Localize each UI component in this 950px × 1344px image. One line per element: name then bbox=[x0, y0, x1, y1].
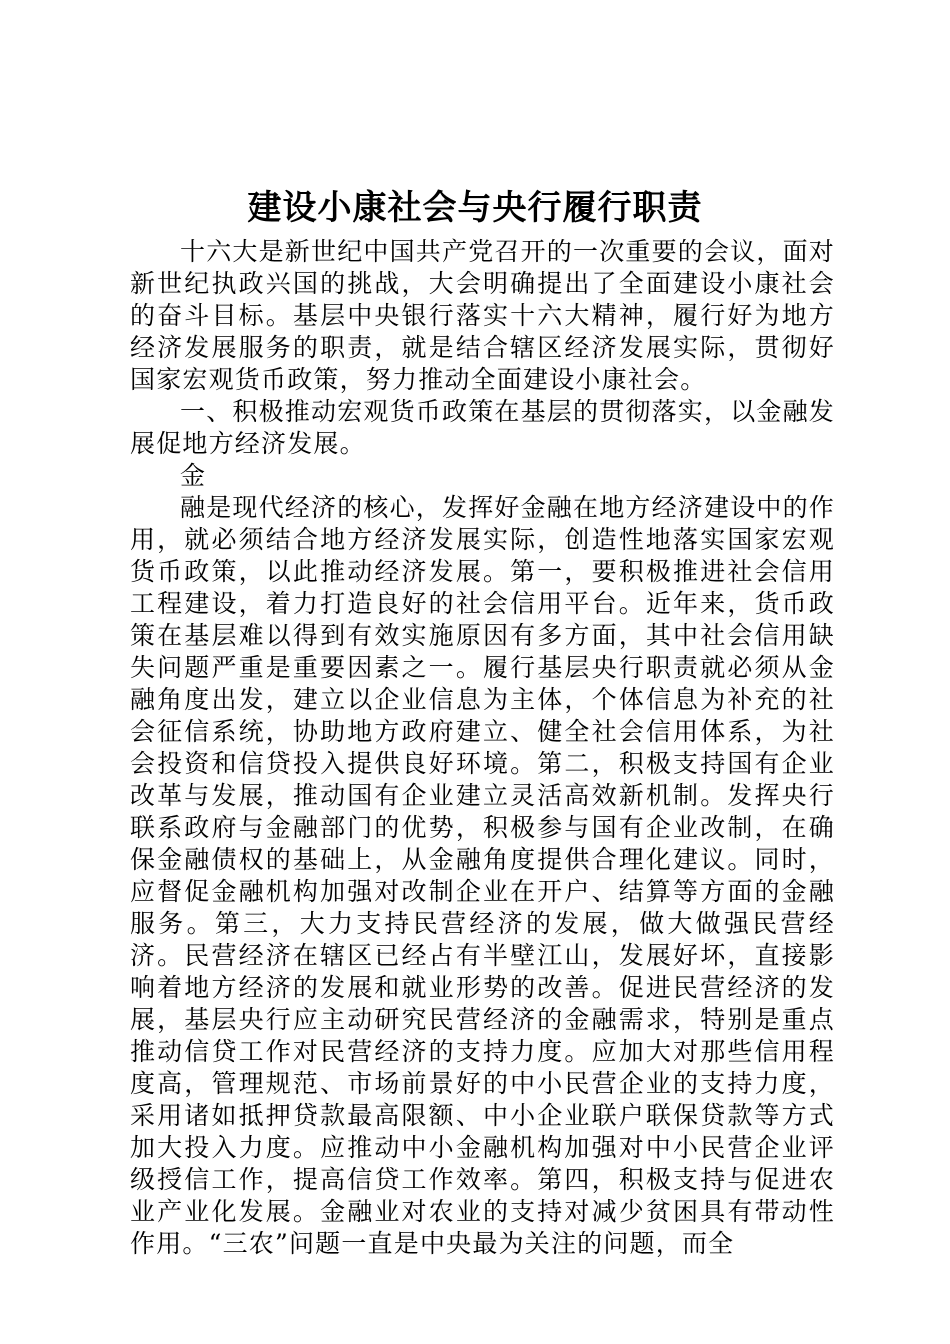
paragraph-intro: 十六大是新世纪中国共产党召开的一次重要的会议，面对新世纪执政兴国的挑战，大会明确提出了全面建设小康社会的奋斗目标。基层中央银行落实十六大精神，履行好为地方经济发展服务的职责，就是结合辖区经济发展实际，贯彻好国家宏观货币政策，努力推动全面建设小康社会。 bbox=[130, 237, 836, 394]
paragraph-fragment: 金 bbox=[180, 461, 207, 490]
paragraph-main: 融是现代经济的核心，发挥好金融在地方经济建设中的作用，就必须结合地方经济发展实际，创造性地落实国家宏观货币政策，以此推动经济发展。第一，要积极推进社会信用工程建设，着力打造良好的社会信用平台。近年来，货币政策在基层难以得到有效实施原因有多方面，其中社会信用缺失问题严重是重要因素之一。履行基层央行职责就必须从金融角度出发，建立以企业信息为主体，个体信息为补充的社会征信系统，协助地方政府建立、健全社会信用体系，为社会投资和信贷投入提供良好环境。第二，积极支持国有企业改革与发展，推动国有企业建立灵活高效新机制。发挥央行联系政府与金融部门的优势，积极参与国有企业改制，在确保金融债权的基础上，从金融角度提供合理化建议。同时，应督促金融机构加强对改制企业在开户、结算等方面的金融服务。第三，大力支持民营经济的发展，做大做强民营经济。民营经济在辖区已经占有半壁江山，发展好坏，直接影响着地方经济的发展和就业形势的改善。促进民营经济的发展，基层央行应主动研究民营经济的金融需求，特别是重点推动信贷工作对民营经济的支持力度。应加大对那些信用程度高，管理规范、市场前景好的中小民营企业的支持力度，采用诸如抵押贷款最高限额、中小企业联户联保贷款等方式加大投入力度。应推动中小金融机构加强对中小民营企业评级授信工作，提高信贷工作效率。第四，积极支持与促进农业产业化发展。金融业对农业的支持对减少贫困具有带动性作用。“三农”问题一直是中央最为关注的问题，而全 bbox=[130, 493, 836, 1258]
document-body bbox=[130, 236, 835, 1260]
document-title: 建设小康社会与央行履行职责 bbox=[247, 188, 703, 228]
paragraph-section-heading: 一、积极推动宏观货币政策在基层的贯彻落实，以金融发展促地方经济发展。 bbox=[130, 397, 836, 458]
